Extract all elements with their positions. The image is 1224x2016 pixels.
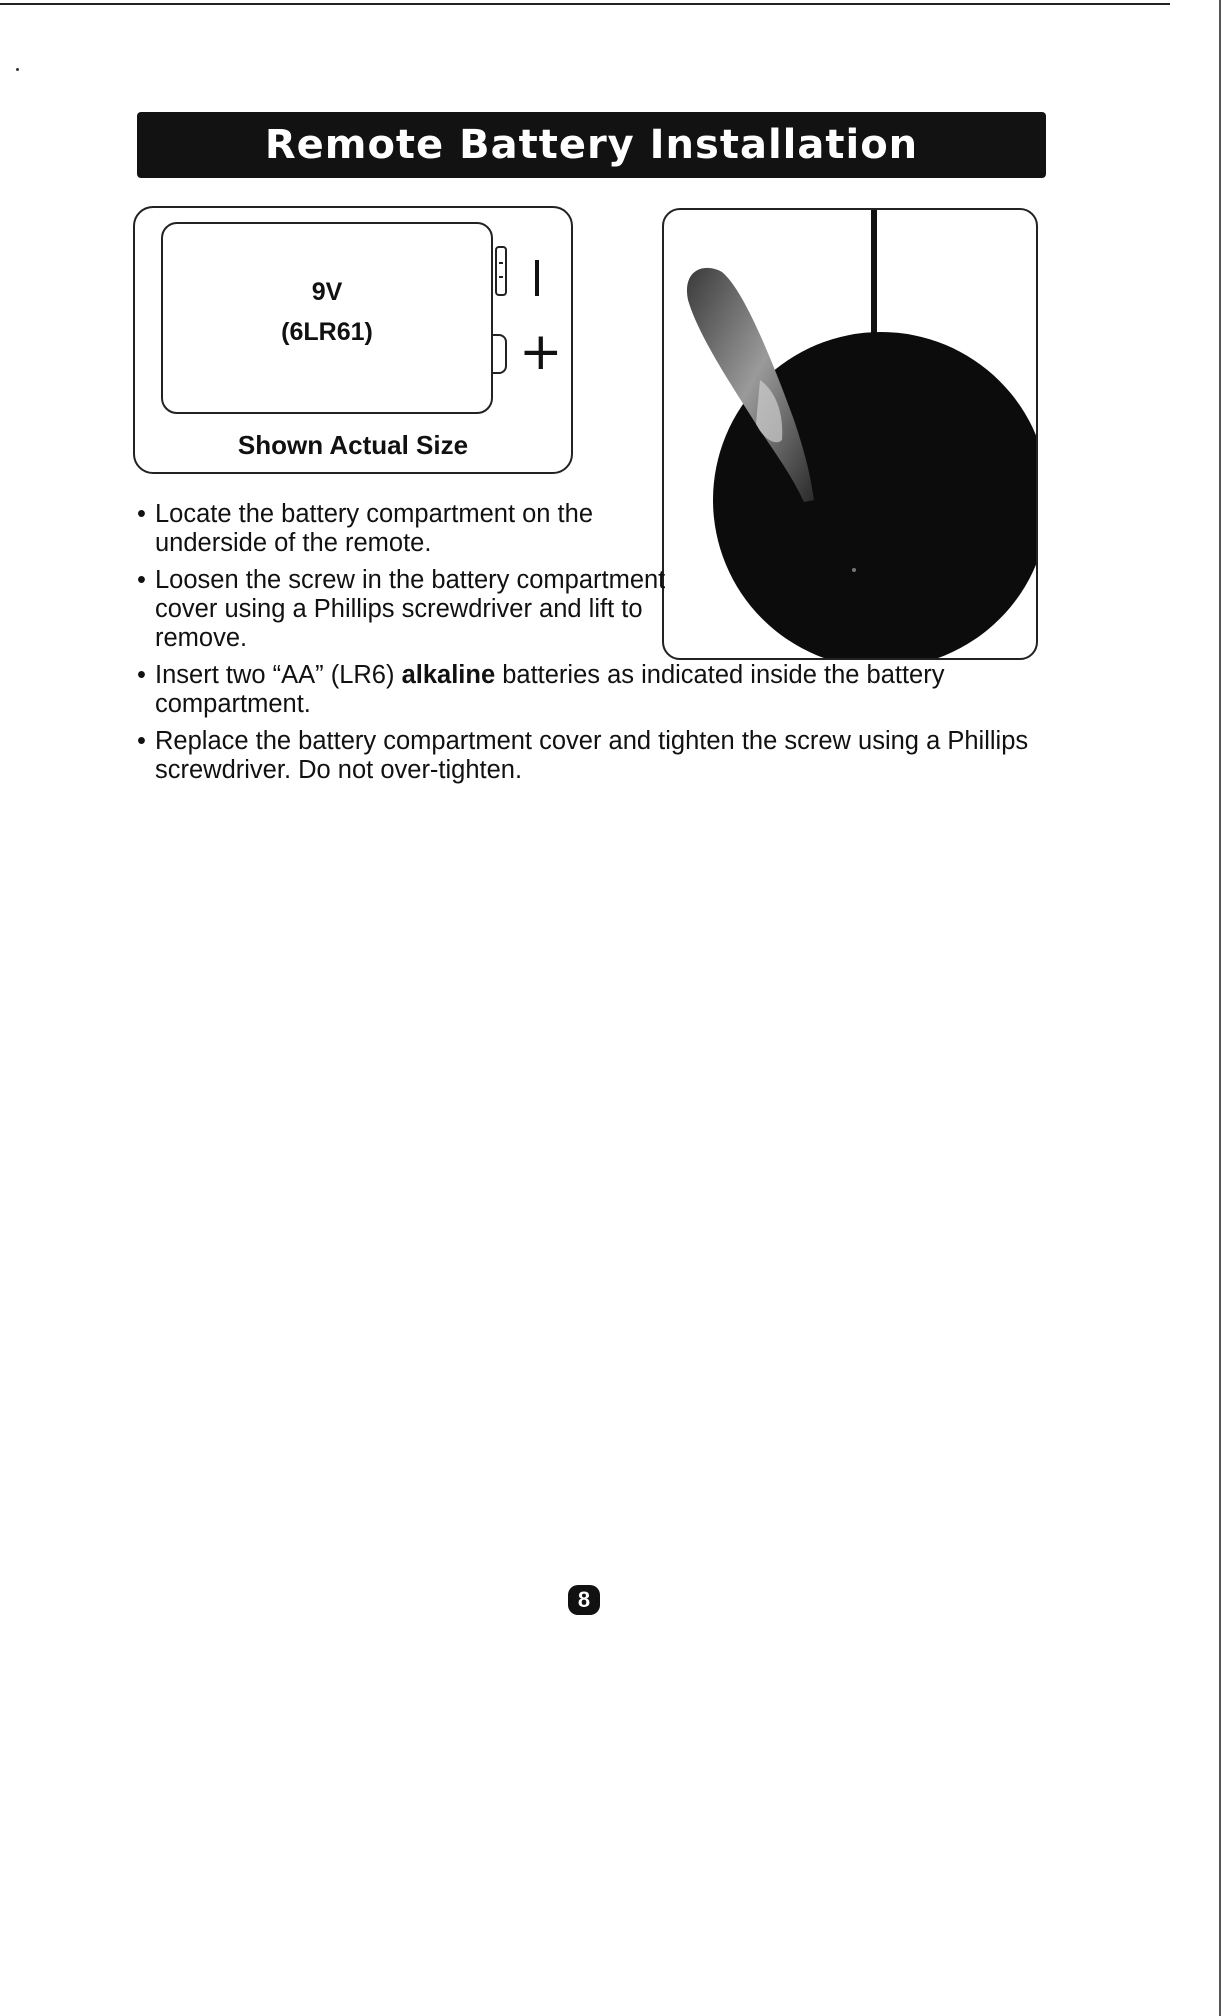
instruction-step-3 bbox=[137, 661, 1035, 719]
minus-symbol-icon bbox=[535, 260, 539, 296]
positive-terminal-icon bbox=[493, 334, 507, 374]
alkaline-emphasis: alkaline bbox=[401, 661, 496, 689]
diagram-caption: Shown Actual Size bbox=[237, 430, 469, 460]
antenna-wire bbox=[871, 210, 877, 350]
battery-diagram bbox=[133, 206, 573, 474]
battery-code-label: (6LR61) bbox=[281, 318, 373, 346]
instruction-step-1: • Locate the battery compartment on the underside of the remote. bbox=[137, 500, 675, 558]
instruction-step-4: • Replace the battery compartment cover and tighten the screw using a Phillips screwdriver. Do not over-tighten. bbox=[137, 727, 1035, 785]
plus-symbol-icon: + bbox=[519, 322, 563, 382]
top-border-rule bbox=[0, 3, 1170, 5]
section-title-bar bbox=[137, 112, 1046, 178]
page-title: Remote Battery Installation bbox=[264, 122, 919, 168]
scan-speck bbox=[16, 68, 19, 71]
page-number: 8 bbox=[568, 1585, 600, 1615]
battery-9v-illustration bbox=[161, 222, 493, 414]
instruction-step-2: • Loosen the screw in the battery compartment cover using a Phillips screwdriver and lift to remove. bbox=[137, 566, 675, 653]
step3-text-start: Insert two “AA” (LR6) bbox=[155, 661, 402, 689]
battery-voltage-label: 9V bbox=[311, 278, 343, 306]
step3-text-end: batteries as indicated inside the battery compartment. bbox=[155, 661, 945, 718]
negative-terminal-icon bbox=[495, 246, 507, 296]
right-border-rule bbox=[1219, 0, 1221, 2016]
instruction-list bbox=[137, 500, 1035, 793]
